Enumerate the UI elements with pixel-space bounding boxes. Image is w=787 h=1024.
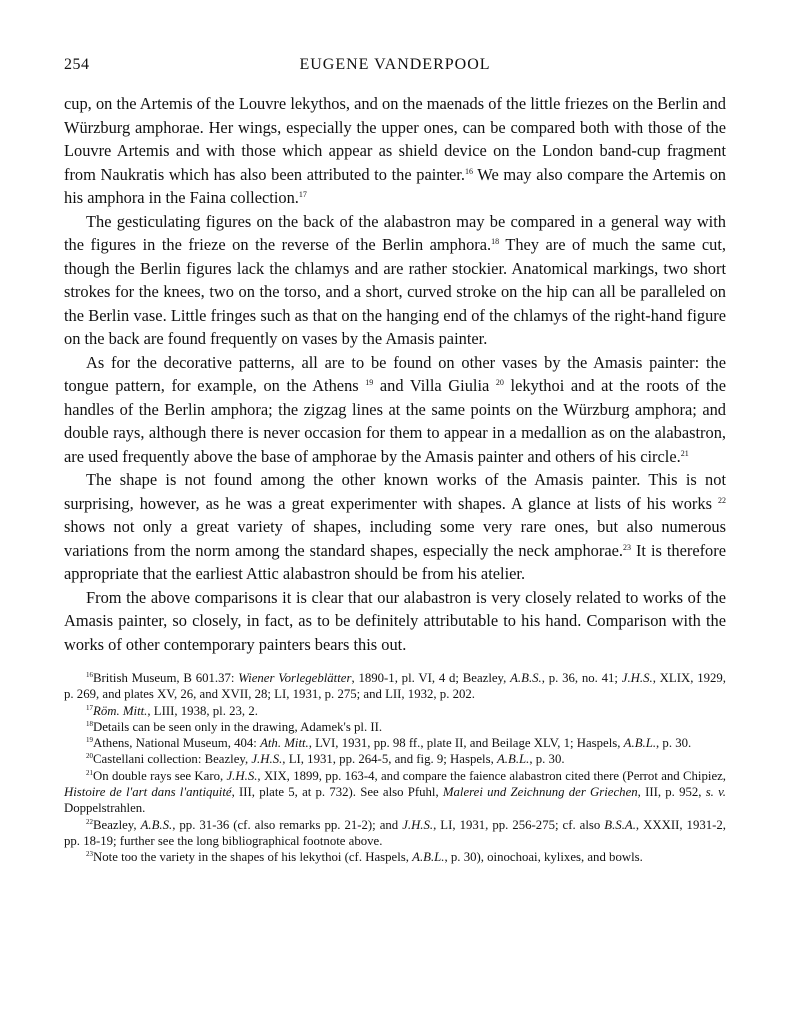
footnote-ref: 22 bbox=[718, 495, 726, 505]
footnote-ref: 17 bbox=[298, 190, 307, 199]
footnote-title: J.H.S. bbox=[621, 671, 653, 685]
footnote bbox=[64, 849, 726, 865]
footnote-text: Castellani collection: Beazley, bbox=[93, 752, 252, 767]
paragraph-text: The gesticulating figures on the back of the alabastron may be compared in a general way with the figures in the frieze on the reverse of the Berlin amphora. bbox=[64, 211, 726, 254]
footnote-text: , III, p. 952, bbox=[637, 785, 706, 800]
footnote-number: 17 bbox=[86, 703, 93, 712]
footnote-number: 23 bbox=[86, 850, 93, 859]
footnote bbox=[64, 751, 726, 767]
footnotes bbox=[64, 670, 726, 866]
footnote-text: , XLIX, 1929, p. 269, and plates XV, 26, and XVII, 28; LI, 1931, p. 275; and LII, 1932, p. 202. bbox=[64, 671, 727, 702]
footnote-number: 16 bbox=[86, 671, 93, 679]
footnote-text: Doppelstrahlen. bbox=[64, 801, 146, 816]
footnote-title: Histoire de l'art dans l'antiquité bbox=[64, 785, 232, 800]
footnote-title: Ath. Mitt. bbox=[260, 736, 309, 751]
footnote-ref: 21 bbox=[680, 448, 689, 458]
footnote bbox=[64, 703, 726, 719]
footnote-ref: 23 bbox=[622, 542, 631, 552]
paragraph bbox=[64, 468, 726, 586]
footnote-title: Malerei und Zeichnung der Griechen bbox=[442, 785, 638, 800]
footnote-title: A.B.L. bbox=[412, 850, 445, 865]
footnote-title: A.B.L. bbox=[623, 736, 657, 751]
footnote-text: On double rays see Karo, bbox=[93, 768, 227, 783]
page bbox=[64, 56, 726, 1006]
footnote-number: 18 bbox=[86, 719, 93, 728]
paragraph-text: We may also compare the Artemis on his amphora in the Faina collection. bbox=[64, 164, 726, 207]
page-number: 254 bbox=[64, 56, 90, 73]
footnote-title: Röm. Mitt. bbox=[93, 703, 148, 718]
footnote-text: Athens, National Museum, 404: bbox=[93, 736, 261, 751]
paragraph bbox=[64, 92, 726, 210]
footnote-text: Note too the variety in the shapes of his lekythoi (cf. Haspels, bbox=[93, 850, 413, 865]
paragraph bbox=[64, 210, 726, 351]
paragraph bbox=[64, 351, 726, 469]
footnote-number: 20 bbox=[86, 752, 93, 761]
page-header bbox=[64, 56, 726, 78]
footnote-number: 19 bbox=[86, 736, 93, 745]
footnote-text: , pp. 31-36 (cf. also remarks pp. 21-2); and bbox=[172, 817, 403, 832]
footnote-text: , p. 30. bbox=[656, 736, 692, 751]
paragraph-text: shows not only a great variety of shapes, including some very rare ones, but also numerous variations from the norm among the standard shapes, especially the neck amphorae. bbox=[64, 517, 726, 560]
body-text bbox=[64, 92, 726, 656]
paragraph-text: cup, on the Artemis of the Louvre lekythos, and on the maenads of the little friezes on the Berlin and Würzburg amphorae. Her wings, especially the upper ones, can be compared both with those of the Louvre Artemis and with those which appear as shield device on the London band-cup fragment from Naukratis which has also been attributed to the painter. bbox=[64, 94, 726, 184]
footnote-text: , LIII, 1938, pl. 23, 2. bbox=[147, 703, 258, 718]
paragraph-text: It is therefore appropriate that the earliest Attic alabastron should be from his atelier. bbox=[64, 540, 726, 583]
footnote-text: , LI, 1931, pp. 256-275; cf. also bbox=[433, 817, 605, 832]
paragraph-text: The shape is not found among the other known works of the Amasis painter. This is not surprising, however, as he was a great experimenter with shapes. A glance at lists of his works bbox=[64, 470, 726, 513]
footnote-text: , p. 30. bbox=[529, 752, 565, 767]
footnote-text: , p. 30), oinochoai, kylixes, and bowls. bbox=[444, 850, 643, 865]
paragraph-text: and Villa Giulia bbox=[373, 376, 496, 395]
footnote-ref: 20 bbox=[495, 378, 504, 387]
paragraph-text: From the above comparisons it is clear that our alabastron is very closely related to works of the Amasis painter, so closely, in fact, as to be definitely attributable to his hand. Comparison with the works of other contemporary painters bears this out. bbox=[64, 587, 726, 654]
footnote-title: s. v. bbox=[705, 785, 727, 800]
paragraph-text: lekythoi and at the roots of the handles of the Berlin amphora; the zigzag lines at the same points on the Würzburg amphora; and double rays, although there is never occasion for them to appear in a medallion as on the alabastron, are used frequently above the base of amphorae by the Amasis painter and others of his circle. bbox=[64, 376, 726, 466]
footnote-title: J.H.S. bbox=[226, 768, 258, 783]
footnote-text: British Museum, B 601.37: bbox=[93, 671, 239, 685]
footnote-text: , XXXII, 1931-2, pp. 18-19; further see the long bibliographical footnote above. bbox=[64, 817, 727, 848]
running-head: EUGENE VANDERPOOL bbox=[299, 56, 491, 73]
footnote-title: B.S.A. bbox=[604, 817, 636, 832]
footnote-ref: 16 bbox=[464, 166, 473, 176]
footnote bbox=[64, 768, 726, 817]
footnote-ref: 18 bbox=[491, 237, 500, 246]
paragraph bbox=[64, 586, 726, 657]
footnote-text: , III, plate 5, at p. 732). See also Pfuhl, bbox=[231, 785, 443, 800]
footnote-title: J.H.S. bbox=[402, 817, 434, 832]
footnote-title: J.H.S. bbox=[251, 752, 283, 767]
footnote-title: A.B.L. bbox=[496, 752, 530, 767]
paragraph-text: As for the decorative patterns, all are to be found on other vases by the Amasis painter: the tongue pattern, for example, on the Athens bbox=[64, 352, 726, 395]
footnote-text: , 1890-1, pl. VI, 4 d; Beazley, bbox=[351, 671, 511, 685]
footnote bbox=[64, 735, 726, 751]
footnote-title: Wiener Vorlegeblätter bbox=[238, 671, 352, 685]
footnote-title: A.B.S. bbox=[510, 671, 542, 685]
footnote bbox=[64, 817, 726, 850]
footnote-number: 21 bbox=[86, 768, 93, 777]
footnote bbox=[64, 670, 726, 703]
footnote-text: Details can be seen only in the drawing, Adamek's pl. II. bbox=[93, 719, 383, 734]
paragraph-text: They are of much the same cut, though the Berlin figures lack the chlamys and are rather stockier. Anatomical markings, two short strokes for the knees, two on the torso, and a short, curved stroke on the hip can all be paralleled on the Berlin vase. Little fringes such as that on the hanging end of the chlamys of the right-hand figure on the back are found frequently on vases by the Amasis painter. bbox=[64, 235, 727, 348]
footnote-text: Beazley, bbox=[93, 817, 141, 832]
footnote-number: 22 bbox=[86, 817, 93, 826]
footnote bbox=[64, 719, 726, 735]
footnote-text: , XIX, 1899, pp. 163-4, and compare the faience alabastron cited there (Perrot and Chipiez, bbox=[257, 768, 726, 783]
footnote-text: , p. 36, no. 41; bbox=[541, 671, 622, 685]
footnote-ref: 19 bbox=[365, 378, 374, 387]
footnote-text: , LI, 1931, pp. 264-5, and fig. 9; Haspels, bbox=[282, 752, 497, 767]
footnote-text: , LVI, 1931, pp. 98 ff., plate II, and Beilage XLV, 1; Haspels, bbox=[308, 736, 624, 751]
footnote-title: A.B.S. bbox=[140, 817, 173, 832]
